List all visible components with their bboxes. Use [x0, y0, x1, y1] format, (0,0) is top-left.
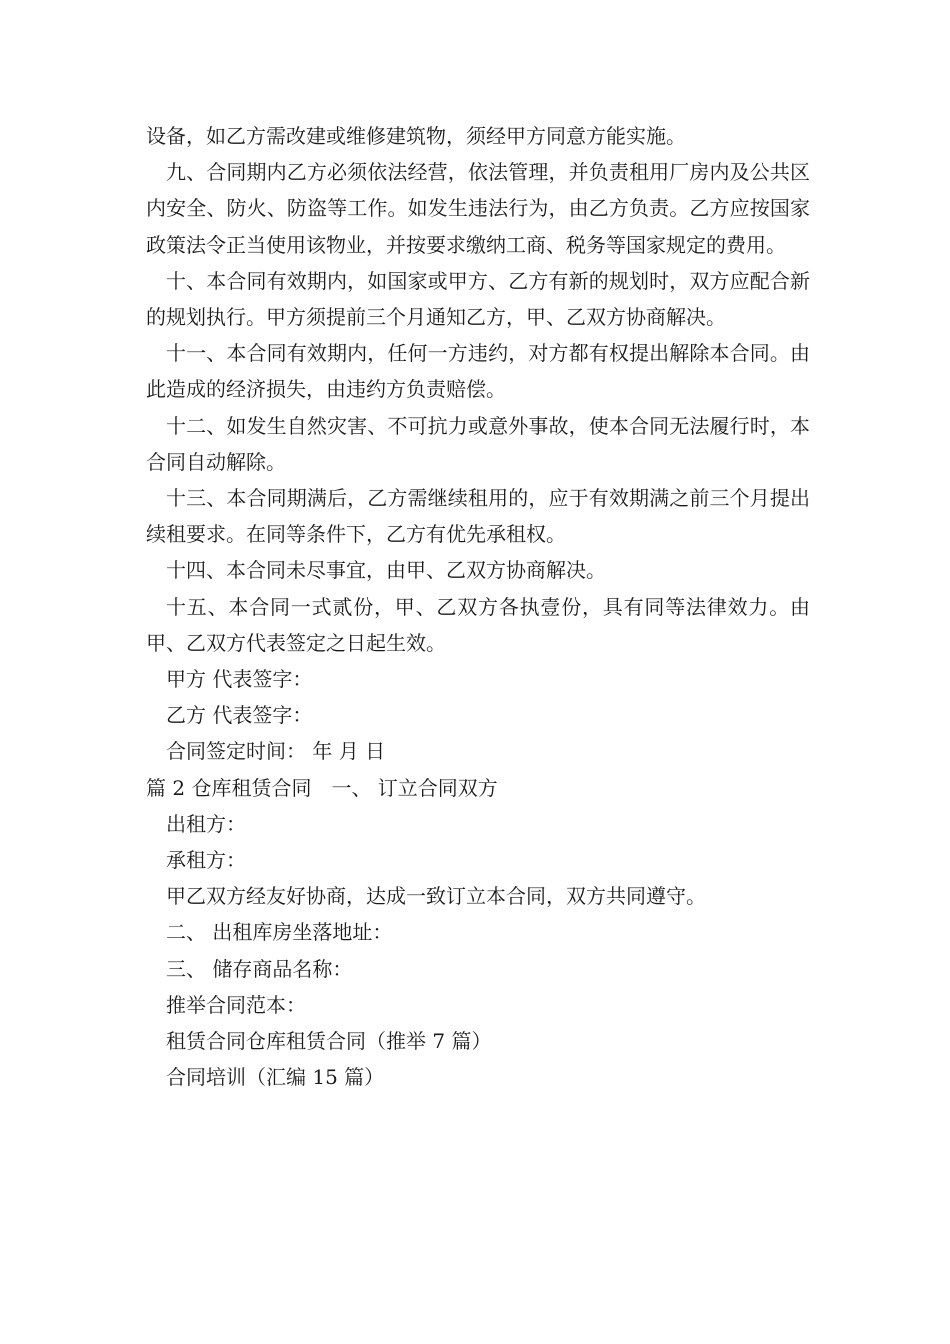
document-paragraph: 十三、本合同期满后，乙方需继续租用的，应于有效期满之前三个月提出续租要求。在同等条件下，乙方有优先承租权。: [146, 486, 810, 547]
document-paragraph: 推举合同范本：: [166, 992, 306, 1017]
document-body: [146, 118, 810, 1095]
document-paragraph: 三、 储存商品名称：: [166, 956, 353, 981]
document-paragraph: 十五、本合同一式贰份，甲、乙双方各执壹份，具有同等法律效力。由甲、乙双方代表签定之日起生效。: [146, 594, 810, 655]
document-paragraph: 十、本合同有效期内，如国家或甲方、乙方有新的规划时，双方应配合新的规划执行。甲方须提前三个月通知乙方，甲、乙双方协商解决。: [146, 268, 810, 330]
document-paragraph: 乙方 代表签字：: [166, 703, 313, 728]
document-paragraph: 合同培训（汇编 15 篇）: [166, 1065, 385, 1090]
document-paragraph: 合同签定时间： 年 月 日: [166, 739, 386, 764]
document-paragraph: 甲方 代表签字：: [166, 667, 313, 692]
document-paragraph: 十四、本合同未尽事宜，由甲、乙双方协商解决。: [166, 558, 606, 583]
document-paragraph: 十一、本合同有效期内，任何一方违约，对方都有权提出解除本合同。由此造成的经济损失，由违约方负责赔偿。: [146, 341, 810, 402]
document-paragraph: 十二、如发生自然灾害、不可抗力或意外事故，使本合同无法履行时，本合同自动解除。: [146, 413, 810, 474]
document-paragraph: 承租方：: [166, 848, 246, 873]
document-paragraph: 二、 出租库房坐落地址：: [166, 920, 393, 945]
document-paragraph: 租赁合同仓库租赁合同（推举 7 篇）: [166, 1029, 492, 1054]
document-paragraph: 出租方：: [166, 811, 246, 836]
document-paragraph: 篇 2 仓库租赁合同 一、 订立合同双方: [146, 775, 498, 800]
document-paragraph: 设备，如乙方需改建或维修建筑物，须经甲方同意方能实施。: [146, 124, 686, 148]
document-paragraph: 甲乙双方经友好协商，达成一致订立本合同，双方共同遵守。: [166, 884, 706, 909]
document-paragraph: 九、合同期内乙方必须依法经营，依法管理，并负责租用厂房内及公共区内安全、防火、防盗等工作。如发生违法行为，由乙方负责。乙方应按国家政策法令正当使用该物业，并按要求缴纳工商、税务等国家规定的费用。: [146, 160, 810, 257]
